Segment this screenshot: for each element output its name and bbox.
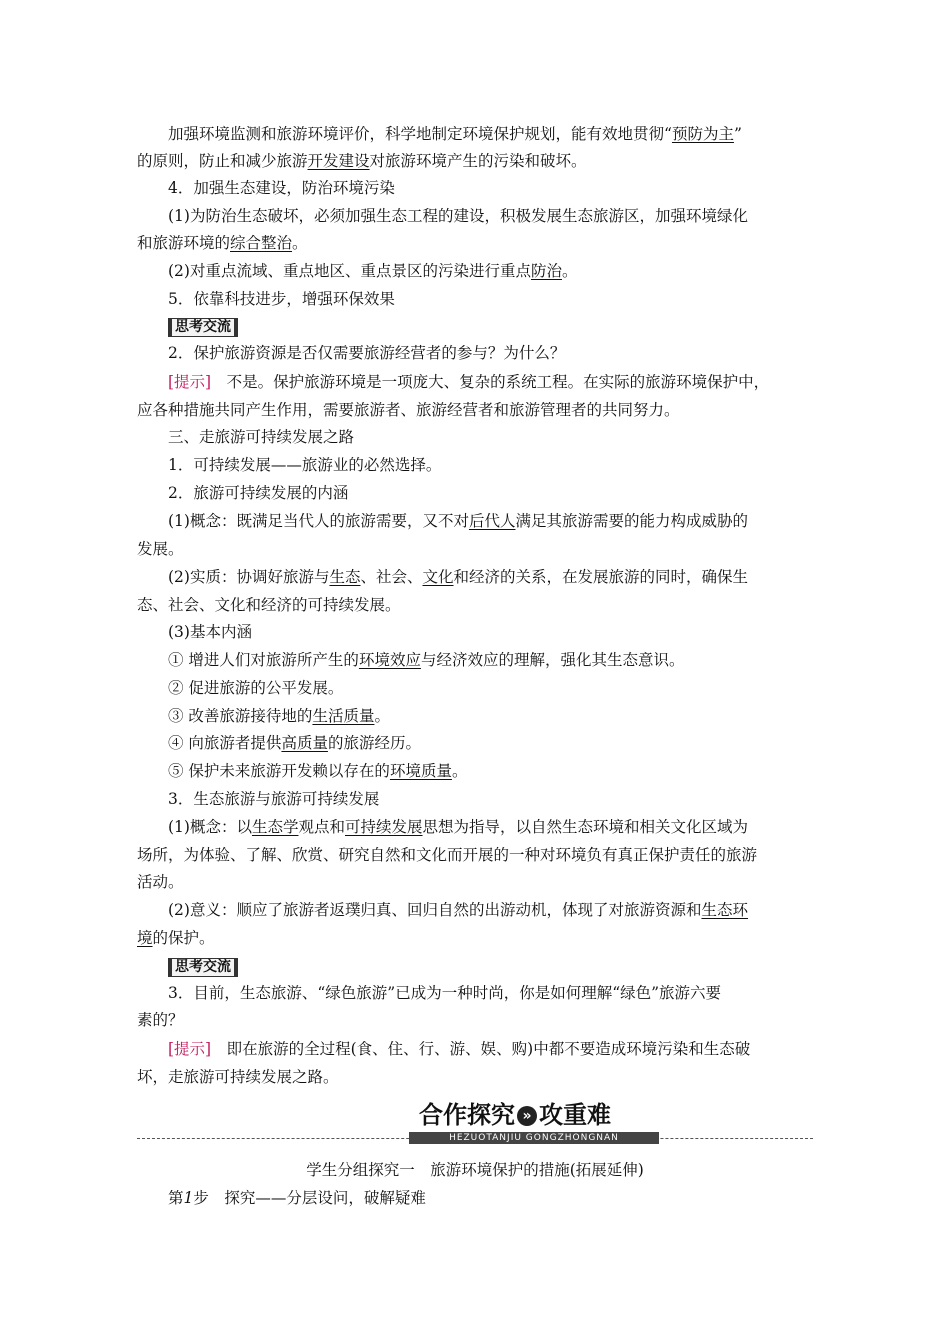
underlined-term: 后代人 — [468, 512, 516, 530]
underlined-term: 生态学 — [251, 818, 299, 836]
underlined-term: 生活质量 — [312, 707, 375, 725]
underlined-term: 可持续发展 — [345, 818, 423, 836]
underlined-term: 境 — [137, 929, 153, 947]
paragraph-line — [168, 817, 848, 837]
text: 对旅游环境产生的污染和破坏。 — [369, 152, 587, 170]
double-arrow-icon: » — [517, 1106, 537, 1126]
text: ⑤ 保护未来旅游开发赖以存在的 — [168, 762, 390, 780]
text: (2)实质：协调好旅游与 — [168, 568, 330, 586]
list-item — [168, 733, 848, 753]
text: 。 — [374, 707, 390, 725]
underlined-term: 文化 — [422, 568, 454, 586]
paragraph-line — [168, 511, 848, 531]
underlined-term: 生态环 — [701, 901, 748, 919]
underlined-term: 高质量 — [281, 734, 328, 752]
text: 。 — [292, 234, 308, 252]
list-item — [168, 761, 848, 781]
paragraph-line — [168, 124, 848, 144]
text: ” — [733, 125, 742, 143]
paragraph-line: (1)为防治生态破坏，必须加强生态工程的建设，积极发展生态旅游区，加强环境绿化 — [168, 207, 748, 225]
text: 。 — [451, 762, 468, 780]
question-line: 素的？ — [137, 1011, 184, 1029]
heading-line: 5．依靠科技进步，增强环保效果 — [168, 290, 395, 308]
answer-line — [168, 372, 848, 392]
tag-label: 思考交流 — [168, 318, 238, 337]
text: 和经济的关系，在发展旅游的同时，确保生 — [453, 568, 749, 586]
paragraph-line: 1．可持续发展——旅游业的必然选择。 — [168, 456, 442, 474]
underlined-term: 环境质量 — [389, 762, 452, 780]
text: 加强环境监测和旅游环境评价，科学地制定环境保护规划，能有效地贯彻“ — [168, 125, 672, 143]
question-line: 3．目前，生态旅游、“绿色旅游”已成为一种时尚，你是如何理解“绿色”旅游六要 — [168, 984, 722, 1002]
list-item — [168, 706, 848, 726]
underlined-term: 环境效应 — [358, 651, 421, 669]
underlined-term: 防治 — [530, 262, 562, 280]
paragraph-line — [168, 900, 848, 920]
paragraph-line — [137, 928, 817, 948]
text: 第 — [168, 1189, 184, 1207]
banner-title — [419, 1098, 611, 1132]
heading-line: 3．生态旅游与旅游可持续发展 — [168, 790, 380, 808]
text: 。 — [561, 262, 578, 280]
answer-line — [168, 1039, 848, 1059]
paragraph-line — [137, 151, 817, 171]
text: 步 探究——分层设问，破解疑难 — [193, 1189, 426, 1207]
text: 不是。保护旅游环境是一项庞大、复杂的系统工程。在实际的旅游环境保护中， — [226, 373, 770, 391]
answer-line: 坏，走旅游可持续发展之路。 — [137, 1068, 339, 1086]
banner-title-left: 合作探究 — [419, 1101, 515, 1129]
text: ④ 向旅游者提供 — [168, 734, 282, 752]
paragraph-line: 发展。 — [137, 540, 184, 558]
text: 满足其旅游需要的能力构成威胁的 — [515, 512, 748, 530]
tag-label: 思考交流 — [168, 958, 238, 977]
text: 的保护。 — [152, 929, 215, 947]
underlined-term: 生态 — [329, 568, 361, 586]
section-title: 三、走旅游可持续发展之路 — [168, 428, 355, 446]
hint-label: [提示] — [168, 373, 212, 391]
section-banner — [137, 1098, 813, 1148]
text: 与经济效应的理解，强化其生态意识。 — [420, 651, 685, 669]
text: (2)意义：顺应了旅游者返璞归真、回归自然的出游动机，体现了对旅游资源和 — [168, 901, 702, 919]
text: (1)概念：以 — [168, 818, 252, 836]
paragraph-line: 场所，为体验、了解、欣赏、研究自然和文化而开展的一种对环境负有真正保护责任的旅游 — [137, 846, 758, 864]
text: ③ 改善旅游接待地的 — [168, 707, 313, 725]
text: 的旅游经历。 — [327, 734, 421, 752]
hint-label: [提示] — [168, 1040, 212, 1058]
list-item — [168, 650, 848, 670]
text: (1)概念：既满足当代人的旅游需要，又不对 — [168, 512, 469, 530]
think-exchange-tag — [168, 956, 848, 977]
answer-line: 应各种措施共同产生作用，需要旅游者、旅游经营者和旅游管理者的共同努力。 — [137, 401, 680, 419]
text: 观点和 — [298, 818, 345, 836]
list-item: ② 促进旅游的公平发展。 — [168, 679, 344, 697]
text: 、社会、 — [360, 568, 423, 586]
text: ① 增进人们对旅游所产生的 — [168, 651, 359, 669]
text: 的原则，防止和减少旅游 — [137, 152, 308, 170]
text: (2)对重点流域、重点地区、重点景区的污染进行重点 — [168, 262, 531, 280]
underlined-term: 开发建设 — [307, 152, 370, 170]
text: 思想为指导，以自然生态环境和相关文化区域为 — [422, 818, 749, 836]
underlined-term: 预防为主 — [671, 125, 734, 143]
paragraph-line: 态、社会、文化和经济的可持续发展。 — [137, 596, 401, 614]
text: 和旅游环境的 — [137, 234, 231, 252]
banner-pinyin: HEZUOTANJIU GONGZHONGNAN — [409, 1132, 659, 1144]
heading-line: 4．加强生态建设，防治环境污染 — [168, 179, 395, 197]
step-line — [168, 1188, 848, 1208]
explore-title: 学生分组探究一 旅游环境保护的措施(拓展延伸) — [306, 1161, 644, 1179]
paragraph-line — [168, 567, 848, 587]
banner-title-right: 攻重难 — [539, 1101, 611, 1129]
text: 即在旅游的全过程(食、住、行、游、娱、购)中都不要造成环境污染和生态破 — [226, 1040, 751, 1058]
question-line: 2．保护旅游资源是否仅需要旅游经营者的参与？为什么？ — [168, 344, 566, 362]
think-exchange-tag — [168, 316, 848, 337]
paragraph-line — [137, 233, 817, 253]
paragraph-line: 活动。 — [137, 873, 184, 891]
paragraph-line — [168, 261, 848, 281]
paragraph-line: 2．旅游可持续发展的内涵 — [168, 484, 349, 502]
paragraph-line: (3)基本内涵 — [168, 623, 252, 641]
underlined-term: 综合整治 — [230, 234, 293, 252]
step-number: 1 — [183, 1189, 194, 1207]
